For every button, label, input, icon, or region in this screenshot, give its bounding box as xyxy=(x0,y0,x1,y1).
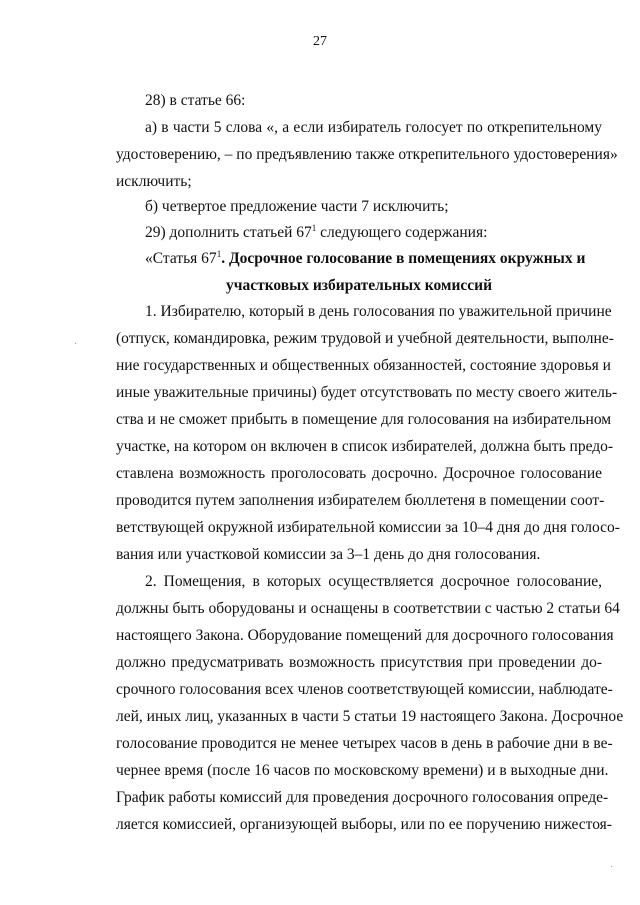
text-line: а) в части 5 слова «, а если избиратель голосует по открепительному xyxy=(145,119,602,136)
article-heading-line: участковых избирательных комиссий xyxy=(225,277,493,294)
text-fragment: следующего содержания: xyxy=(320,224,488,241)
text-line: 2. Помещения, в которых осуществляется досрочное голосование, xyxy=(145,573,602,590)
superscript: 1 xyxy=(311,222,317,233)
text-line xyxy=(145,222,602,243)
text-line: должно предусматривать возможность присутствия при проведении до- xyxy=(116,654,602,671)
text-line: голосование проводится не менее четырех часов в день в рабочие дни в ве- xyxy=(116,735,613,752)
text-line: удостоверению, – по предъявлению также открепительного удостоверения» xyxy=(116,146,618,163)
margin-mark: · xyxy=(74,339,78,350)
text-fragment: «Статья 67 xyxy=(145,250,217,267)
text-line: 1. Избирателю, который в день голосования по уважительной причине xyxy=(145,303,612,320)
superscript: 1 xyxy=(216,248,222,259)
text-line: График работы комиссий для проведения досрочного голосования опреде- xyxy=(116,789,609,806)
text-line: исключить; xyxy=(116,173,192,190)
text-line: (отпуск, командировка, режим трудовой и учебной деятельности, выполне- xyxy=(116,330,614,347)
text-line: 28) в статье 66: xyxy=(145,92,246,109)
text-line: иные уважительные причины) будет отсутствовать по месту своего житель- xyxy=(116,384,618,401)
text-line: участке, на котором он включен в список избирателей, должна быть предо- xyxy=(116,438,614,455)
text-line: срочного голосования всех членов соответствующей комиссии, наблюдате- xyxy=(116,681,613,698)
text-line: ветствующей окружной избирательной комиссии за 10–4 дня до дня голосо- xyxy=(116,519,620,536)
text-line: чернее время (после 16 часов по московскому времени) и в выходные дни. xyxy=(116,762,609,779)
article-title-bold: . Досрочное голосование в помещениях окружных и xyxy=(221,250,586,267)
text-line: ставлена возможность проголосовать досрочно. Досрочное голосование xyxy=(116,465,602,482)
text-line: настоящего Закона. Оборудование помещений для досрочного голосования xyxy=(116,627,614,644)
article-heading-line xyxy=(145,248,602,269)
text-line: ние государственных и общественных обязанностей, состояние здоровья и xyxy=(116,357,611,374)
text-line: б) четвертое предложение части 7 исключить; xyxy=(145,198,449,215)
page-number: 27 xyxy=(313,34,327,49)
text-line: ства и не сможет прибыть в помещение для голосования на избирательном xyxy=(116,411,612,428)
margin-mark: · xyxy=(610,862,614,873)
text-line: должны быть оборудованы и оснащены в соответствии с частью 2 статьи 64 xyxy=(116,600,620,617)
text-line: лей, иных лиц, указанных в части 5 статьи 19 настоящего Закона. Досрочное xyxy=(116,708,624,725)
text-line: проводится путем заполнения избирателем бюллетеня в помещении соот- xyxy=(116,492,605,509)
text-line: ляется комиссией, организующей выборы, или по ее поручению нижестоя- xyxy=(116,816,612,833)
text-fragment: 29) дополнить статьей 67 xyxy=(145,224,312,241)
text-line: вания или участковой комиссии за 3–1 день до дня голосования. xyxy=(116,546,541,563)
